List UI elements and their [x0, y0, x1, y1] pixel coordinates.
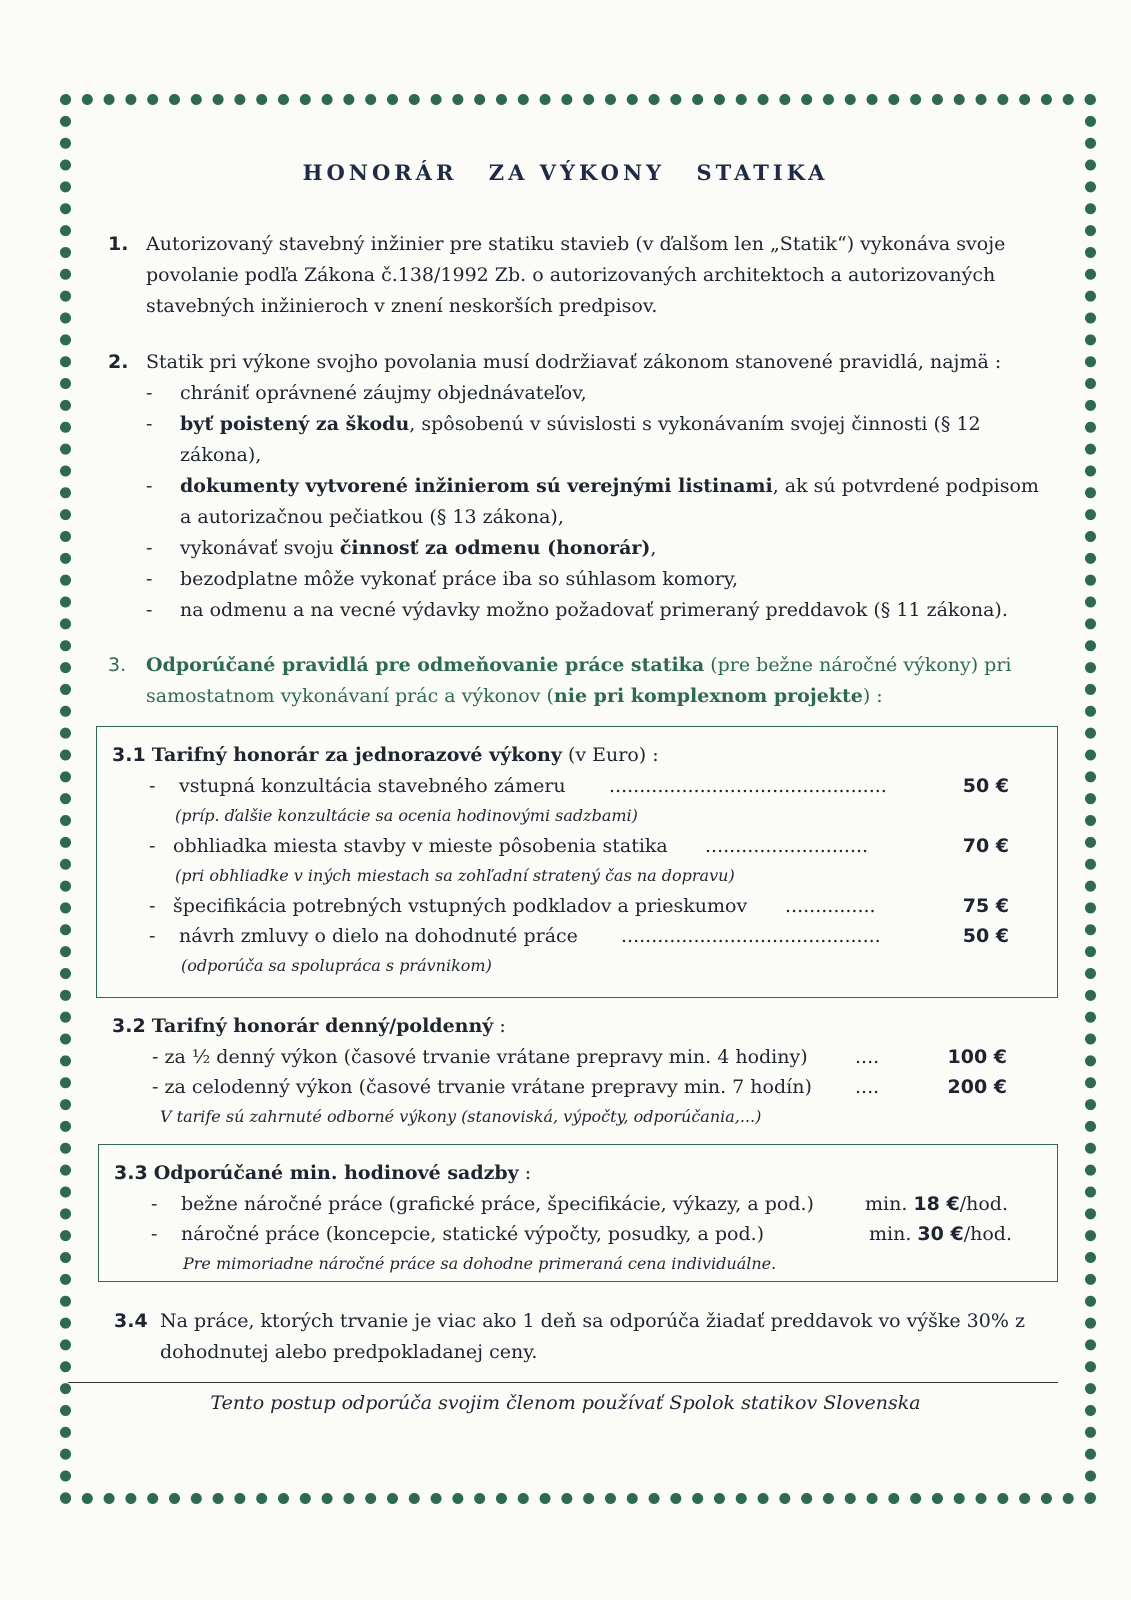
list-item: - chrániť oprávnené záujmy objednávateľov, — [144, 378, 1053, 409]
footer-divider — [68, 1382, 1058, 1383]
section-3-1-heading: 3.1 Tarifný honorár za jednorazové výkony (v Euro) : — [112, 744, 659, 766]
price: 100 € — [947, 1046, 1007, 1068]
list-item: - byť poistený za škodu, spôsobenú v súvislosti s vykonávaním svojej činnosti (§ 12 zákona), — [144, 409, 1053, 471]
row-note: V tarife sú zahrnuté odborné výkony (stanoviská, výpočty, odporúčania,...) — [160, 1107, 762, 1126]
section-3-number: 3. — [108, 654, 127, 676]
title-word-2: ZA VÝKONY — [488, 160, 666, 185]
list-item: - vykonávať svoju činnosť za odmenu (honorár), — [144, 533, 1053, 564]
box-section-3-3 — [98, 1144, 1058, 1282]
section-2-number: 2. — [108, 351, 129, 373]
section-3-4 — [114, 1306, 1049, 1368]
price: 70 € — [962, 835, 1009, 857]
row-note: (pri obhliadke v iných miestach sa zohľadní stratený čas na dopravu) — [175, 866, 735, 885]
section-3-4-text: Na práce, ktorých trvanie je viac ako 1 deň sa odporúča žiadať preddavok vo výške 30% z dohodnutej alebo predpokladanej ceny. — [160, 1310, 1025, 1363]
section-3-3-heading: 3.3 Odporúčané min. hodinové sadzby : — [114, 1162, 532, 1184]
section-1-number: 1. — [108, 233, 129, 255]
section-1-text: Autorizovaný stavebný inžinier pre statiku stavieb (v ďalšom len „Statik“) vykonáva svoje povolanie podľa Zákona č.138/1992 Zb. o autorizovaných architektoch a autorizovaných stavebných inžinieroch v znení neskorších predpisov. — [146, 233, 1006, 317]
row-note: Pre mimoriadne náročné práce sa dohodne primeraná cena individuálne. — [183, 1254, 777, 1273]
section-2-list — [144, 378, 1053, 626]
price: 50 € — [962, 775, 1009, 797]
list-item: - dokumenty vytvorené inžinierom sú verejnými listinami, ak sú potvrdené podpisom a autorizačnou pečiatkou (§ 13 zákona), — [144, 471, 1053, 533]
tariff-row: - špecifikácia potrebných vstupných podkladov a prieskumov ............... 75 € — [97, 891, 1057, 921]
price: 75 € — [962, 895, 1009, 917]
list-item: - na odmenu a na vecné výdavky možno požadovať primeraný preddavok (§ 11 zákona). — [144, 595, 1053, 626]
section-3-3-rows — [99, 1189, 1057, 1279]
section-3-1-rows — [97, 771, 1057, 981]
footer-note: Tento postup odporúča svojim členom používať Spolok statikov Slovenska — [210, 1392, 921, 1414]
box-section-3-1 — [96, 726, 1058, 998]
section-3-2-heading: 3.2 Tarifný honorár denný/poldenný : — [112, 1015, 506, 1037]
tariff-row: - vstupná konzultácia stavebného zámeru .............................................. 50 € — [97, 771, 1057, 801]
section-3-text: Odporúčané pravidlá pre odmeňovanie práce statika (pre bežne náročné výkony) pri samostatnom vykonávaní prác a výkonov (nie pri komplexnom projekte) : — [146, 654, 1012, 707]
section-3-4-number: 3.4 — [114, 1310, 148, 1332]
list-item: - bezodplatne môže vykonať práce iba so súhlasom komory, — [144, 564, 1053, 595]
row-note: (odporúča sa spolupráca s právnikom) — [181, 956, 492, 975]
rate-row: - bežne náročné práce (grafické práce, špecifikácie, výkazy, a pod.) min. 18 €/hod. — [151, 1193, 1008, 1215]
tariff-row: - návrh zmluvy o dielo na dohodnuté práce ........................................... 50 € — [97, 921, 1057, 951]
section-2-intro: Statik pri výkone svojho povolania musí dodržiavať zákonom stanovené pravidlá, najmä : — [146, 351, 1002, 373]
tariff-row: - obhliadka miesta stavby v mieste pôsobenia statika ........................... 70 € — [97, 831, 1057, 861]
row-note: (príp. ďalšie konzultácie sa ocenia hodinovými sadzbami) — [175, 806, 638, 825]
price: 200 € — [947, 1076, 1007, 1098]
section-3-2 — [112, 1010, 1047, 1132]
tariff-row: - za ½ denný výkon (časové trvanie vrátane prepravy min. 4 hodiny) .... 100 € — [112, 1042, 1047, 1072]
section-2 — [108, 347, 1053, 626]
rate-row: - náročné práce (koncepcie, statické výpočty, posudky, a pod.) min. 30 €/hod. — [151, 1223, 1012, 1245]
tariff-row: - za celodenný výkon (časové trvanie vrátane prepravy min. 7 hodín) .... 200 € — [112, 1072, 1047, 1102]
title-word-3: STATIKA — [696, 160, 829, 185]
page-title — [0, 160, 1131, 185]
title-word-1: HONORÁR — [302, 160, 458, 185]
price: 50 € — [962, 925, 1009, 947]
section-1 — [108, 229, 1043, 322]
section-3 — [108, 650, 1033, 712]
